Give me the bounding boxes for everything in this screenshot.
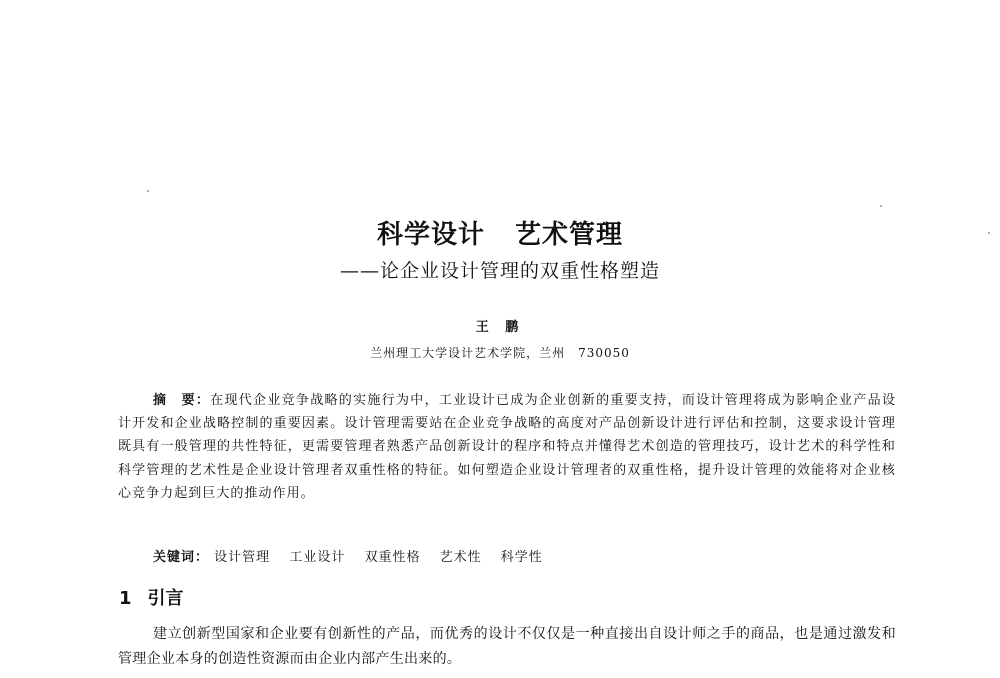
abstract-indent xyxy=(118,393,153,408)
author-name: 王 鹏 xyxy=(475,320,525,335)
section-heading xyxy=(119,584,184,610)
abstract-text: 在现代企业竞争战略的实施行为中，工业设计已成为企业创新的重要支持，而设计管理将成为影响企业产品设计开发和企业战略控制的重要因素。设计管理需要站在企业竞争战略的高度对产品创新设计进行评估和控制，这要求设计管理既具有一般管理的共性特征，更需要管理者熟悉产品创新设计的程序和特点并懂得艺术创造的管理技巧，设计艺术的科学性和科学管理的艺术性是企业设计管理者双重性格的特征。如何塑造企业设计管理者的双重性格，提升设计管理的效能将对企业核心竞争力起到巨大的推动作用。 xyxy=(118,393,896,501)
body-paragraph xyxy=(118,622,896,672)
abstract-block xyxy=(118,389,896,505)
keyword-item: 双重性格 xyxy=(364,550,421,565)
keyword-item: 工业设计 xyxy=(289,550,346,565)
title-part-2: 艺术管理 xyxy=(515,220,624,250)
keywords-label: 关键词： xyxy=(153,550,210,565)
paper-title xyxy=(0,214,1000,251)
body-paragraph-text: 建立创新型国家和企业要有创新性的产品，而优秀的设计不仅仅是一种直接出自设计师之手的商品，也是通过激发和管理企业本身的创造性资源而由企业内部产生出来的。 xyxy=(118,626,896,667)
author-affiliation: 兰州理工大学设计艺术学院，兰州 730050 xyxy=(370,346,630,360)
keyword-item: 科学性 xyxy=(500,550,543,565)
keywords-line xyxy=(153,546,893,565)
paper-subtitle: ——论企业设计管理的双重性格塑造 xyxy=(339,260,660,282)
scan-speck xyxy=(880,205,882,207)
scan-speck xyxy=(988,232,990,234)
title-part-1: 科学设计 xyxy=(376,220,485,250)
keyword-item: 艺术性 xyxy=(439,550,482,565)
keyword-item: 设计管理 xyxy=(214,550,271,565)
scan-speck xyxy=(147,190,149,192)
abstract-label: 摘 要： xyxy=(153,393,211,408)
paragraph-indent xyxy=(118,626,153,642)
section-number: 1 xyxy=(119,588,132,609)
section-title: 引言 xyxy=(147,588,184,609)
